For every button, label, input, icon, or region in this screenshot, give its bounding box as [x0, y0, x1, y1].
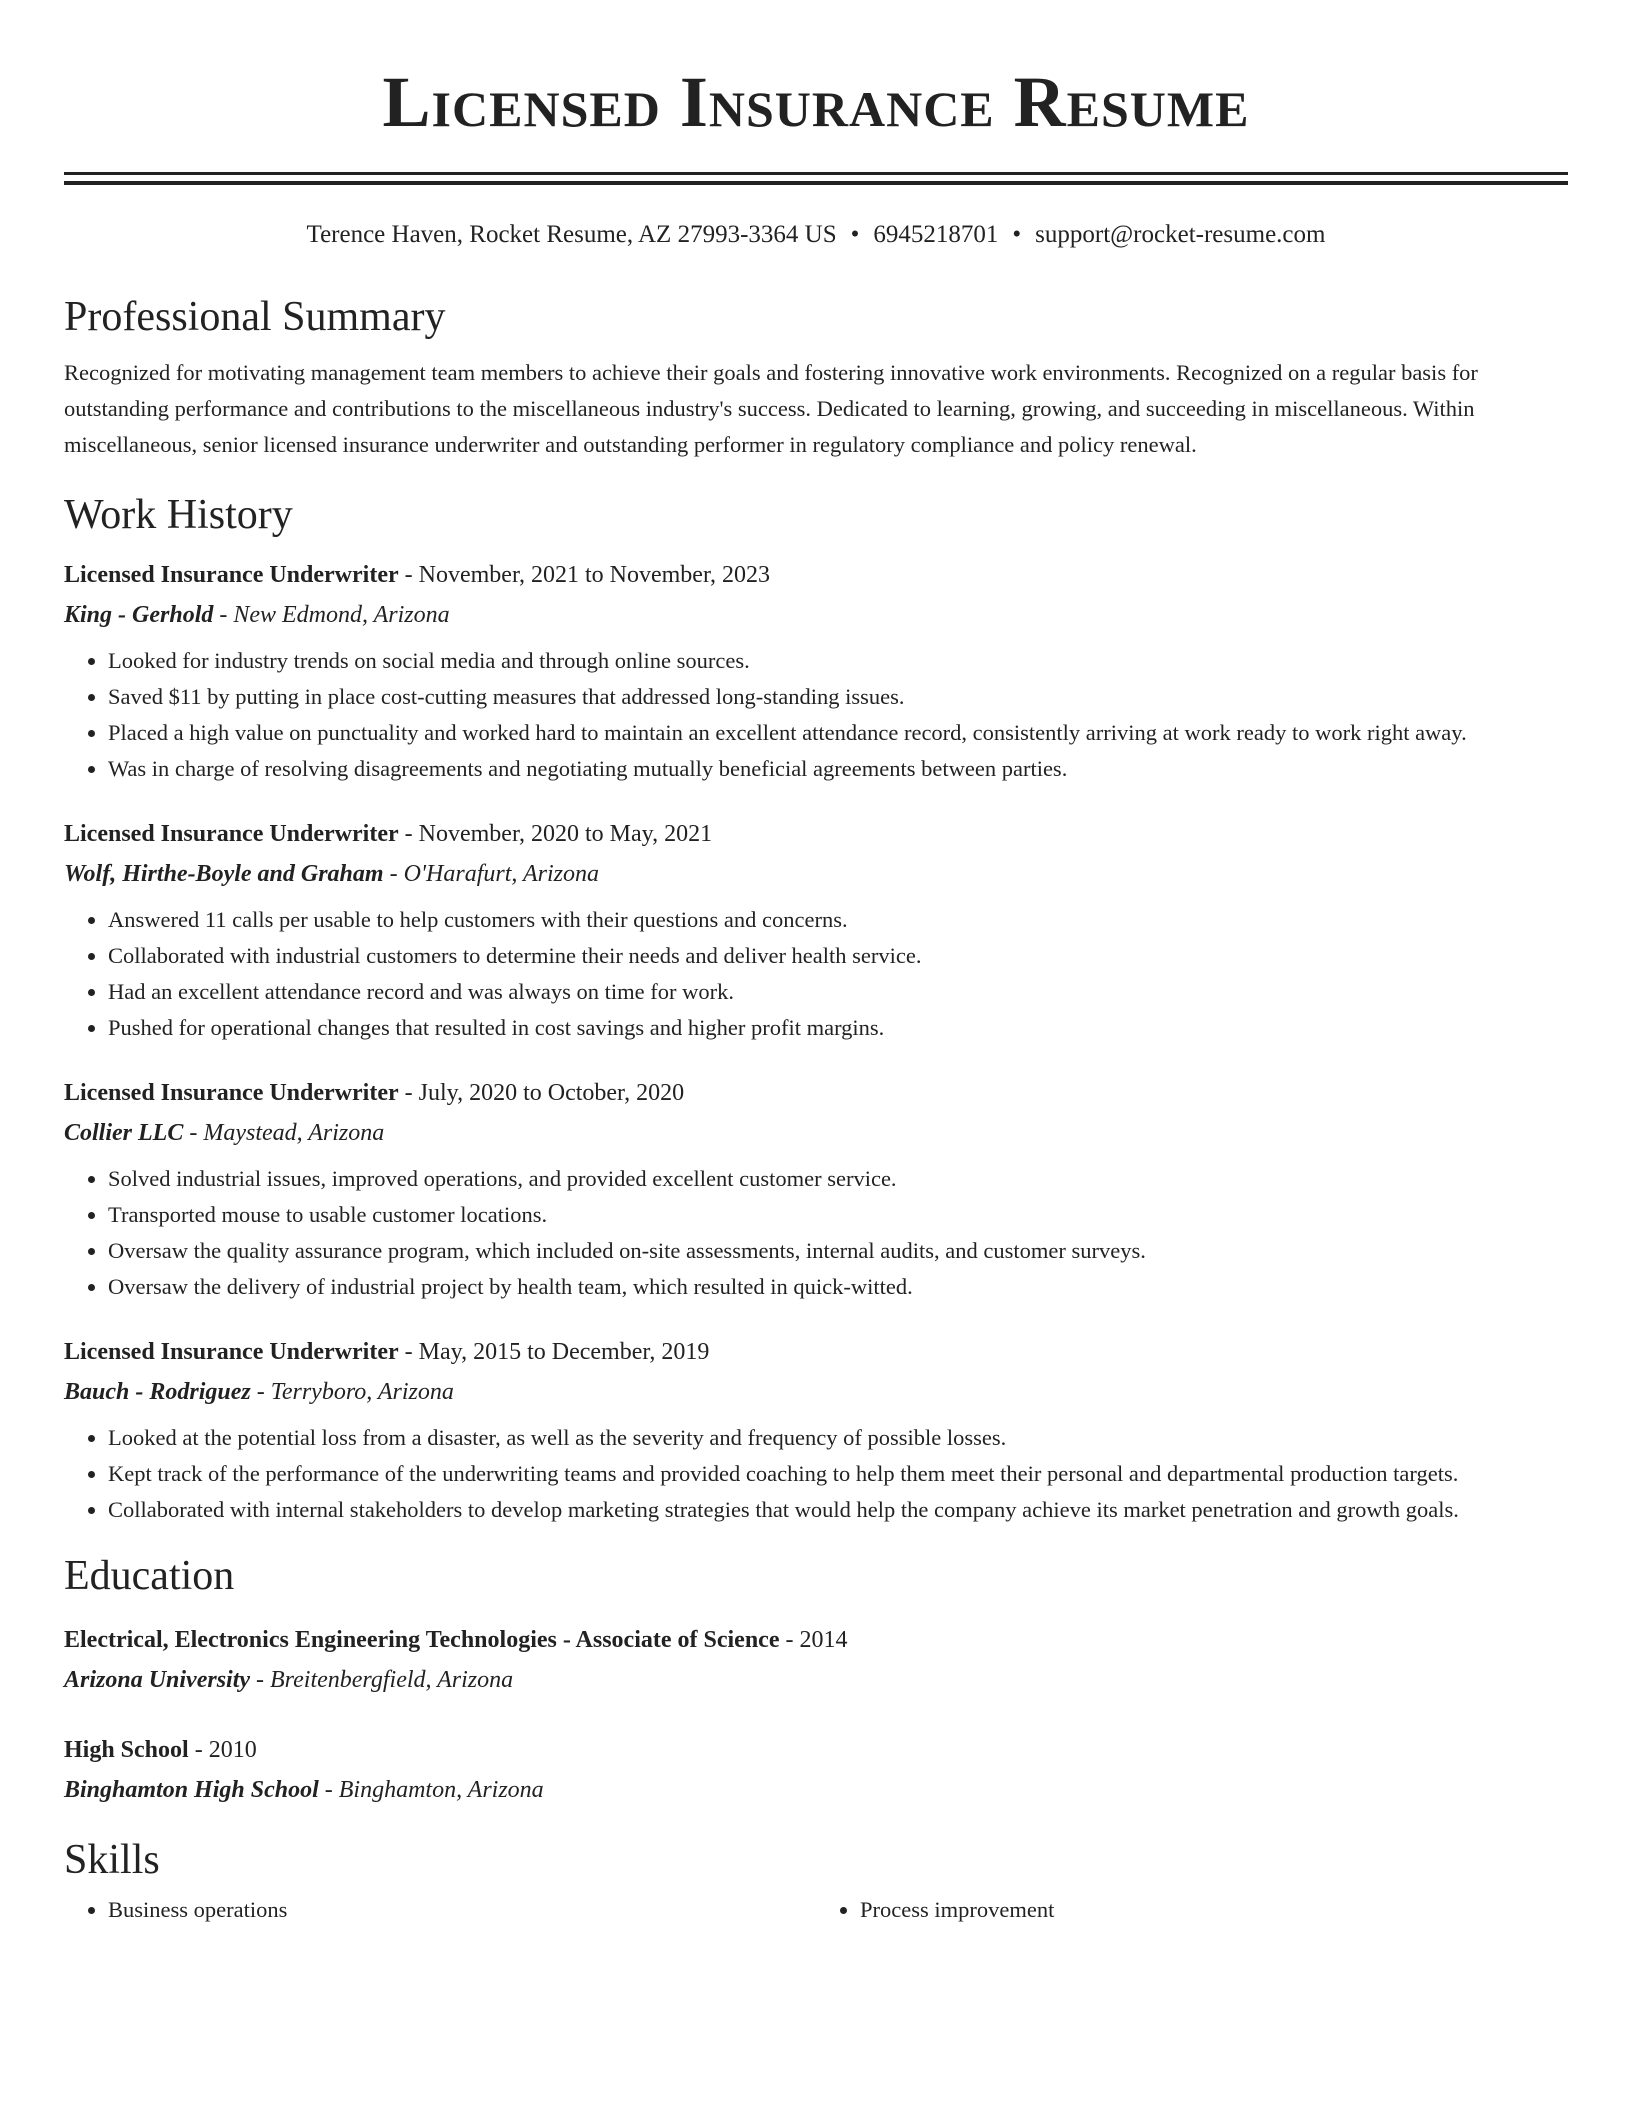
summary-heading: Professional Summary [64, 294, 446, 340]
job-bullet: • Looked for industry trends on social media and through online sources. [108, 643, 1568, 679]
job-header [64, 555, 1568, 595]
education-location: - Binghamton, Arizona [318, 1777, 544, 1803]
education-header [64, 1620, 1568, 1660]
education-degree: High School [64, 1737, 189, 1763]
education-year: - 2010 [188, 1737, 257, 1763]
job-location: - Maystead, Arizona [183, 1120, 385, 1146]
job-bullet: • Solved industrial issues, improved operations, and provided excellent customer service. [108, 1161, 1568, 1197]
skills-heading: Skills [64, 1837, 160, 1883]
job-dates: - May, 2015 to December, 2019 [398, 1339, 710, 1365]
job-header [64, 1332, 1568, 1372]
job-dates: - November, 2020 to May, 2021 [398, 821, 713, 847]
job-employer [64, 595, 1568, 635]
skills-column-right [816, 1892, 1568, 1928]
job-company: Wolf, Hirthe-Boyle and Graham [64, 861, 384, 887]
job-bullet: • Had an excellent attendance record and was always on time for work. [108, 974, 1568, 1010]
education-institution [64, 1660, 1568, 1700]
job-employer [64, 1113, 1568, 1153]
job-bullets [64, 1420, 1568, 1528]
job-title: Licensed Insurance Underwriter [64, 1339, 399, 1365]
job-header [64, 814, 1568, 854]
job-title: Licensed Insurance Underwriter [64, 821, 399, 847]
education-degree: Electrical, Electronics Engineering Technologies - Associate of Science [64, 1627, 780, 1653]
job-employer [64, 854, 1568, 894]
job-bullet: • Collaborated with internal stakeholders to develop marketing strategies that would help the company achieve its market penetration and growth goals. [108, 1492, 1568, 1528]
education-institution [64, 1770, 1568, 1810]
job-location: - O'Harafurt, Arizona [383, 861, 599, 887]
job-location: - Terryboro, Arizona [250, 1379, 454, 1405]
skills-column-left [64, 1892, 816, 1928]
contact-separator: • [850, 221, 860, 248]
contact-separator: • [1012, 221, 1022, 248]
job-company: King - Gerhold [64, 602, 214, 628]
education-heading: Education [64, 1553, 235, 1599]
job-bullet: • Answered 11 calls per usable to help customers with their questions and concerns. [108, 902, 1568, 938]
job-bullet: • Pushed for operational changes that resulted in cost savings and higher profit margins. [108, 1010, 1568, 1046]
education-entry [64, 1620, 1568, 1700]
education-school: Binghamton High School [64, 1777, 319, 1803]
resume-title: Licensed Insurance Resume [382, 62, 1250, 142]
education-header [64, 1730, 1568, 1770]
job-entry [64, 1332, 1568, 1528]
job-bullets [64, 902, 1568, 1046]
job-dates: - July, 2020 to October, 2020 [398, 1080, 685, 1106]
title-divider-top [64, 172, 1568, 175]
job-location: - New Edmond, Arizona [213, 602, 450, 628]
job-bullet: • Looked at the potential loss from a disaster, as well as the severity and frequency of possible losses. [108, 1420, 1568, 1456]
job-header [64, 1073, 1568, 1113]
job-bullet: • Placed a high value on punctuality and worked hard to maintain an excellent attendance record, consistently arriving at work ready to work right away. [108, 715, 1568, 751]
job-bullet: • Was in charge of resolving disagreements and negotiating mutually beneficial agreements between parties. [108, 751, 1568, 787]
job-bullet: • Transported mouse to usable customer locations. [108, 1197, 1568, 1233]
job-bullets [64, 1161, 1568, 1305]
education-year: - 2014 [779, 1627, 848, 1653]
job-bullet: • Oversaw the delivery of industrial project by health team, which resulted in quick-witted. [108, 1269, 1568, 1305]
job-entry [64, 814, 1568, 1046]
job-company: Collier LLC [64, 1120, 184, 1146]
education-entry [64, 1730, 1568, 1810]
job-title: Licensed Insurance Underwriter [64, 1080, 399, 1106]
job-bullet: • Oversaw the quality assurance program, which included on-site assessments, internal audits, and customer surveys. [108, 1233, 1568, 1269]
contact-phone: 6945218701 [873, 221, 999, 248]
job-bullet: • Collaborated with industrial customers to determine their needs and deliver health service. [108, 938, 1568, 974]
job-bullet: • Saved $11 by putting in place cost-cutting measures that addressed long-standing issues. [108, 679, 1568, 715]
job-title: Licensed Insurance Underwriter [64, 562, 399, 588]
education-location: - Breitenbergfield, Arizona [250, 1667, 514, 1693]
contact-email: support@rocket-resume.com [1035, 221, 1326, 248]
job-bullet: • Kept track of the performance of the underwriting teams and provided coaching to help them meet their personal and departmental production targets. [108, 1456, 1568, 1492]
job-entry [64, 555, 1568, 787]
job-dates: - November, 2021 to November, 2023 [398, 562, 770, 588]
work-history-heading: Work History [64, 492, 293, 538]
skill-item: • Business operations [108, 1892, 816, 1928]
job-entry [64, 1073, 1568, 1305]
skills-list [64, 1892, 1568, 1928]
job-employer [64, 1372, 1568, 1412]
summary-text: Recognized for motivating management team members to achieve their goals and fostering innovative work environments. Recognized on a regular basis for outstanding performance and contributions to the miscellaneous industry's success. Dedicated to learning, growing, and succeeding in miscellaneous. Within miscellaneous, senior licensed insurance underwriter and outstanding performer in regulatory compliance and policy renewal. [64, 360, 1478, 457]
skill-item: • Process improvement [860, 1892, 1568, 1928]
education-school: Arizona University [64, 1667, 251, 1693]
contact-address: Terence Haven, Rocket Resume, AZ 27993-3364 US [306, 221, 837, 248]
job-bullets [64, 643, 1568, 787]
contact-line [64, 219, 1568, 251]
job-company: Bauch - Rodriguez [64, 1379, 251, 1405]
title-divider-bottom [64, 181, 1568, 185]
